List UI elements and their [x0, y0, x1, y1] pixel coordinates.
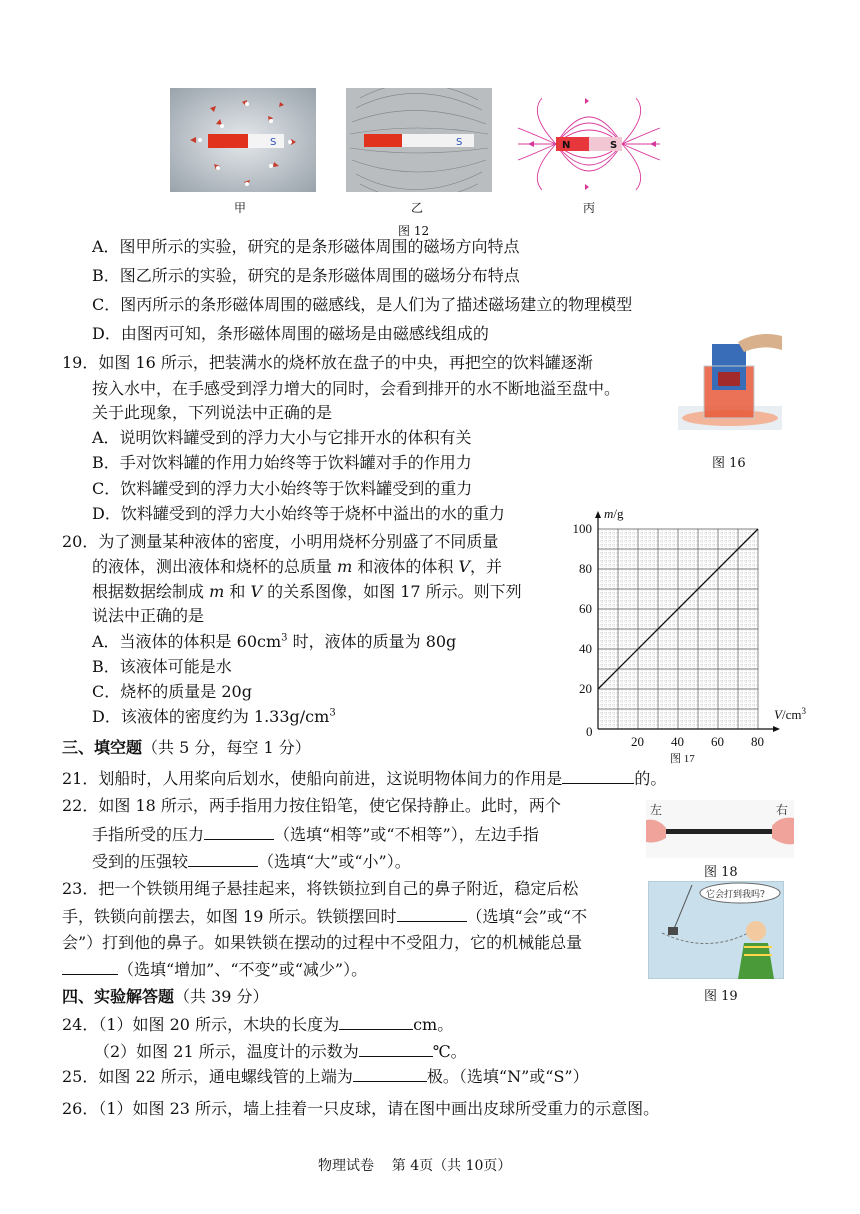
q18-option-d: D．由图丙可知，条形磁体周围的磁场是由磁感线组成的	[92, 324, 489, 343]
chart-axes	[595, 511, 780, 732]
fig12-photo-b	[346, 88, 492, 192]
fig12-title: 图 12	[398, 224, 430, 238]
iron-filings-illustration	[346, 88, 492, 192]
q24-part1-text: 24．（1）如图 20 所示，木块的长度为	[62, 1015, 340, 1034]
q24-part2-text: （2）如图 21 所示，温度计的示数为	[94, 1042, 359, 1061]
q20-option-d	[92, 706, 336, 728]
compass-magnet-illustration	[170, 88, 316, 192]
q20-option-b: B．该液体可能是水	[92, 657, 232, 676]
q18-option-c: C．图丙所示的条形磁体周围的磁感线，是人们为了描述磁场建立的物理模型	[92, 295, 633, 314]
q24-part2-unit: ℃。	[432, 1042, 467, 1061]
fig18-caption: 图 18	[704, 865, 738, 880]
q18-option-b: B．图乙所示的实验，研究的是条形磁体周围的磁场分布特点	[92, 266, 520, 285]
q20-option-d-text: D．该液体的密度约为 1.33g/cm	[92, 707, 330, 726]
section4-note: （共 39 分）	[174, 987, 269, 1006]
q25	[62, 1065, 589, 1088]
fig18-right: 右	[776, 803, 789, 817]
q19-option-d: D．饮料罐受到的浮力大小始终等于烧杯中溢出的水的重力	[92, 504, 505, 523]
q24-part2	[94, 1040, 467, 1063]
q22-blank-2[interactable]	[188, 850, 258, 867]
q25-blank[interactable]	[353, 1065, 427, 1082]
magnetic-field-lines-diagram	[518, 94, 660, 194]
q21-text-end: 的。	[634, 769, 667, 788]
q20-stem-4: 说法中正确的是	[92, 606, 205, 625]
q19-stem-1: 19．如图 16 所示，把装满水的烧杯放在盘子的中央，再把空的饮料罐逐渐	[62, 353, 593, 372]
x-tick-label: 60	[711, 734, 724, 749]
y-axis-arrow	[595, 511, 601, 518]
q21-text: 21．划船时，人用桨向后划水，使船向前进，这说明物体间力的作用是	[62, 769, 563, 788]
section3-heading	[62, 737, 311, 759]
q21-blank[interactable]	[562, 767, 634, 784]
fig19-caption: 图 19	[704, 989, 738, 1004]
fig18-photo	[646, 800, 794, 858]
q22-stem-1: 22．如图 18 所示，两手指用力按住铅笔，使它保持静止。此时，两个	[62, 796, 561, 815]
q26: 26．（1）如图 23 所示，墙上挂着一只皮球，请在图中画出皮球所受重力的示意图。	[62, 1099, 660, 1118]
q21	[62, 767, 666, 790]
x-tick-label: 80	[751, 734, 764, 749]
fig16-photo	[678, 322, 782, 442]
q23-stem-2a: 手，铁锁向前摆去，如图 19 所示。铁锁摆回时	[62, 907, 397, 926]
q20-stem-2	[92, 556, 502, 578]
q20-var-v2: V	[250, 582, 263, 601]
y-tick-label: 100	[572, 521, 592, 536]
page-footer: 物理试卷 第 4页（共 10页）	[318, 1158, 512, 1174]
y-tick-label: 40	[579, 641, 592, 656]
fig12-caption-c: 丙	[583, 201, 596, 215]
fig12-photo-a	[170, 88, 316, 192]
q23-stem-2b: （选填“会”或“不	[466, 907, 588, 926]
q20-stem-2b: 和液体的体积	[352, 557, 459, 576]
y-axis-label	[604, 506, 624, 521]
x-axis-arrow	[773, 726, 780, 732]
q20-stem-2a: 的液体，测出液体和烧杯的总质量	[92, 557, 338, 576]
q20-option-a-text: A．当液体的体积是 60cm	[92, 632, 282, 651]
q24-blank-1[interactable]	[339, 1013, 413, 1030]
pencil-fingers-illustration	[646, 800, 794, 858]
origin-label: 0	[586, 724, 593, 739]
q20-option-a-text2: 时，液体的质量为 80g	[287, 632, 457, 651]
q22-blank-1[interactable]	[204, 823, 274, 840]
y-tick-label: 20	[579, 681, 592, 696]
fig19-photo	[648, 881, 784, 979]
pendulum-boy-illustration	[648, 881, 784, 979]
q23-blank-1[interactable]	[397, 905, 467, 922]
q23-stem-4	[62, 958, 367, 981]
q25-text: 25．如图 22 所示，通电螺线管的上端为	[62, 1067, 353, 1086]
q20-stem-3b: 和	[224, 582, 251, 601]
q20-stem-2c: ，并	[470, 557, 503, 576]
q20-option-a	[92, 631, 456, 653]
chart-grid	[598, 529, 758, 729]
q22-stem-2b: （选填“相等”或“不相等”），左边手指	[274, 825, 539, 844]
q22-stem-3b: （选填“大”或“小”）。	[258, 852, 411, 871]
q19-option-b: B．手对饮料罐的作用力始终等于饮料罐对手的作用力	[92, 453, 472, 472]
section4-title: 四、实验解答题	[62, 987, 175, 1006]
fig12-caption-a: 甲	[234, 201, 247, 215]
x-axis-label	[774, 706, 806, 722]
q19-stem-2: 按入水中，在手感受到浮力增大的同时，会看到排开的水不断地溢至盘中。	[92, 379, 621, 398]
svg-text:S: S	[456, 137, 463, 148]
q18-option-a: A．图甲所示的实验，研究的是条形磁体周围的磁场方向特点	[92, 237, 520, 256]
fig18-left: 左	[650, 803, 663, 817]
q20-stem-3	[92, 581, 522, 603]
y-axis-var: m	[604, 506, 614, 521]
q24-part1	[62, 1013, 453, 1036]
fig17-caption: 图 17	[670, 753, 695, 765]
x-axis-var: V	[774, 707, 782, 722]
q22-stem-2a: 手指所受的压力	[92, 825, 205, 844]
q23-blank-2[interactable]	[62, 958, 118, 975]
q19-option-c: C．饮料罐受到的浮力大小始终等于饮料罐受到的重力	[92, 479, 473, 498]
q20-stem-1: 20．为了测量某种液体的密度，小明用烧杯分别盛了不同质量	[62, 532, 499, 551]
q23-stem-1: 23．把一个铁锁用绳子悬挂起来，将铁锁拉到自己的鼻子附近，稳定后松	[62, 879, 579, 898]
q22-stem-3a: 受到的压强较	[92, 852, 189, 871]
q24-blank-2[interactable]	[359, 1040, 433, 1057]
q20-option-c: C．烧杯的质量是 20g	[92, 682, 252, 701]
q25-text-end: 极。（选填“N”或“S”）	[426, 1067, 589, 1086]
q22-stem-3	[92, 850, 411, 873]
fig16-caption: 图 16	[712, 456, 746, 471]
q22-stem-2	[92, 823, 539, 846]
x-tick-label: 20	[631, 734, 644, 749]
y-tick-label: 60	[579, 601, 592, 616]
y-axis-unit: /g	[613, 506, 624, 521]
q20-stem-3c: 的关系图像，如图 17 所示。则下列	[262, 582, 522, 601]
fig17-chart	[560, 500, 820, 768]
magnet-n-label: N	[562, 140, 571, 151]
section3-title: 三、填空题	[62, 738, 143, 757]
q20-stem-3a: 根据数据绘制成	[92, 582, 210, 601]
q23-stem-2	[62, 905, 587, 928]
q20-var-v: V	[458, 557, 471, 576]
q19-option-a: A．说明饮料罐受到的浮力大小与它排开水的体积有关	[92, 428, 472, 447]
x-axis-sup: 3	[801, 706, 806, 716]
q23-stem-3: 会”）打到他的鼻子。如果铁锁在摆动的过程中不受阻力，它的机械能总量	[62, 933, 583, 952]
q24-part1-unit: cm。	[413, 1015, 454, 1034]
beaker-overflow-illustration	[678, 322, 782, 442]
svg-text:S: S	[270, 137, 277, 148]
q20-var-m: m	[337, 557, 353, 576]
q20-option-a-sup: 3	[281, 632, 288, 644]
q19-stem-3: 关于此现象，下列说法中正确的是	[92, 403, 333, 422]
q20-option-d-sup: 3	[329, 707, 336, 719]
chart-ticks	[573, 521, 765, 749]
x-tick-label: 40	[671, 734, 684, 749]
x-axis-unit: /cm	[781, 707, 802, 722]
q20-var-m2: m	[209, 582, 225, 601]
fig12-caption-b: 乙	[411, 201, 424, 215]
section3-note: （共 5 分，每空 1 分）	[142, 738, 311, 757]
magnet-s-label: S	[610, 140, 618, 151]
section4-heading	[62, 986, 269, 1008]
q23-stem-4b: （选填“增加”、“不变”或“减少”）。	[118, 960, 368, 979]
fig12-diagram-c	[518, 94, 660, 194]
fig19-bubble: 它会打到我吗?	[706, 890, 765, 900]
y-tick-label: 80	[579, 561, 592, 576]
